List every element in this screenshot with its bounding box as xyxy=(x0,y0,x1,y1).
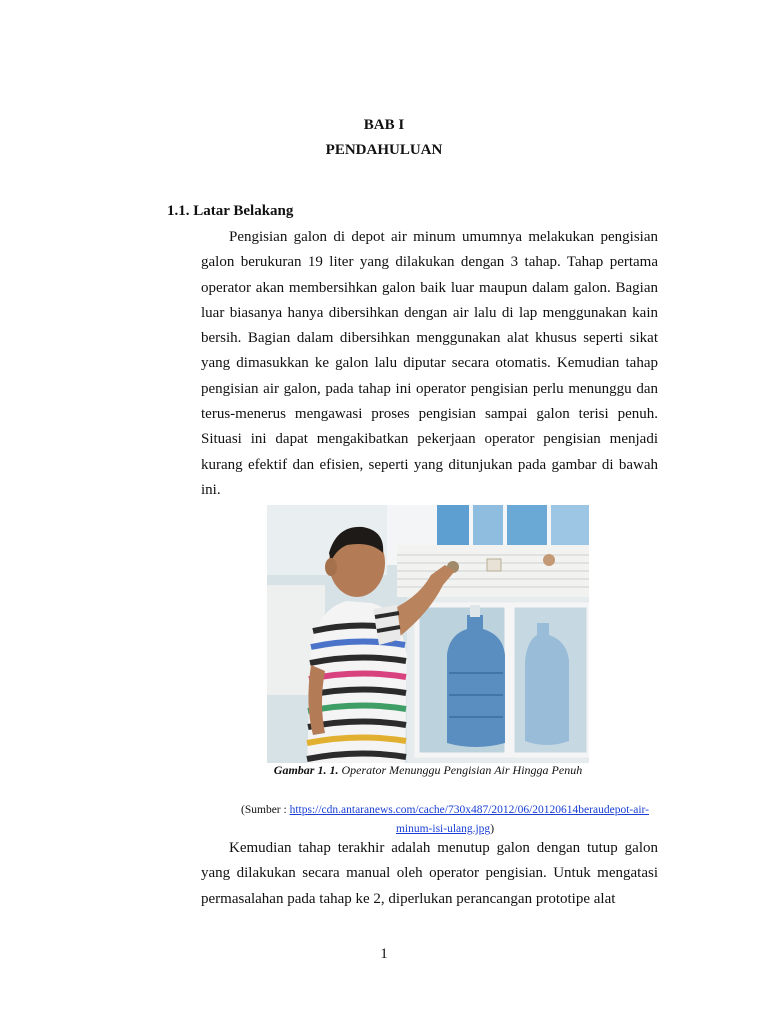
caption-label: Gambar 1. 1. xyxy=(273,763,339,777)
continuation-paragraph: Kemudian tahap terakhir adalah menutup galon dengan tutup galon yang dilakukan secara manual oleh operator pengisian. Untuk mengatasi permasalahan pada tahap ke 2, diperlukan perancangan prototipe alat xyxy=(201,840,658,907)
source-prefix: (Sumber : xyxy=(241,804,290,816)
page-number: 1 xyxy=(380,946,388,962)
figure-source xyxy=(225,801,665,839)
source-suffix: ) xyxy=(490,823,495,835)
figure-caption xyxy=(267,764,589,777)
intro-paragraph: Pengisian galon di depot air minum umumnya melakukan pengisian galon berukuran 19 liter yang dilakukan dengan 3 tahap. Tahap pertama operator akan membersihkan galon baik luar maupun dalam galon. Bagian luar biasanya hanya dibersihkan dengan air lalu di lap menggunakan kain bersih. Bagian dalam dibersihkan menggunakan alat khusus seperti sikat yang dimasukkan ke galon lalu diputar secara otomatis. Kemudian tahap pengisian air galon, pada tahap ini operator pengisian perlu menunggu dan terus-menerus mengawasi proses pengisian sampai galon terisi penuh. Situasi ini dapat mengakibatkan pekerjaan operator pengisian menjadi kurang efektif dan efisien, seperti yang ditunjukan pada gambar di bawah ini. xyxy=(201,229,658,498)
chapter-title: PENDAHULUAN xyxy=(325,142,443,158)
section-heading: 1.1. Latar Belakang xyxy=(167,203,294,219)
source-link[interactable]: https://cdn.antaranews.com/cache/730x487/2012/06/20120614beraudepot-air-minum-isi-ulang.jpg xyxy=(289,804,649,835)
caption-text: Operator Menunggu Pengisian Air Hingga Penuh xyxy=(338,763,583,777)
figure-photo xyxy=(267,505,589,763)
chapter-number: BAB I xyxy=(363,117,405,133)
